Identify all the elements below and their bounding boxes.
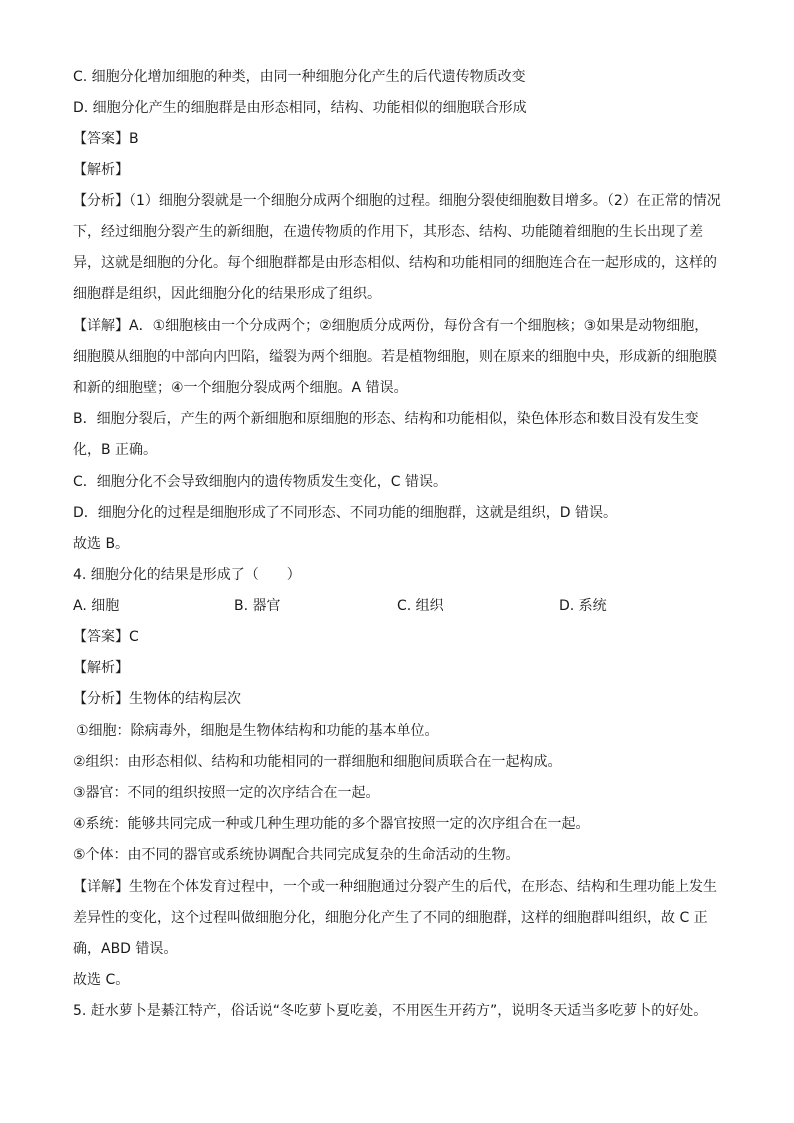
option-a-q4: A. 细胞 [73, 598, 120, 614]
answer-label-q4: 【答案】C [73, 629, 139, 645]
option-b-q4: B. 器官 [234, 598, 281, 614]
detail-text-q3: 【详解】A．①细胞核由一个分成两个；②细胞质分成两份，每份含有一个细胞核；③如果是动物细胞， [73, 318, 709, 334]
option-d-q4: D. 系统 [559, 598, 607, 614]
structure-level-tissue: ②组织：由形态相似、结构和功能相同的一群细胞和细胞间质联合在一起构成。 [73, 754, 562, 770]
detail-text-q4: 差异性的变化，这个过程叫做细胞分化，细胞分化产生了不同的细胞群，这样的细胞群叫组织，故 C 正 [73, 910, 708, 926]
option-d-q3: D. 细胞分化产生的细胞群是由形态相同，结构、功能相似的细胞联合形成 [73, 100, 527, 116]
analysis-heading-q3: 【解析】 [73, 162, 129, 178]
detail-text-q3: 化，B 正确。 [73, 442, 158, 458]
detail-text-q3: 和新的细胞壁；④一个细胞分裂成两个细胞。A 错误。 [73, 380, 408, 396]
conclusion-q3: 故选 B。 [73, 536, 130, 552]
question-4-stem: 4. 细胞分化的结果是形成了（ ） [73, 567, 301, 583]
analysis-text-q3: 细胞群是组织，因此细胞分化的结果形成了组织。 [73, 286, 381, 302]
detail-text-q3: D．细胞分化的过程是细胞形成了不同形态、不同功能的细胞群，这就是组织，D 错误。 [73, 505, 618, 521]
option-c-q4: C. 组织 [397, 598, 444, 614]
structure-level-system: ④系统：能够共同完成一种或几种生理功能的多个器官按照一定的次序组合在一起。 [73, 816, 590, 832]
detail-text-q4: 确，ABD 错误。 [73, 941, 178, 957]
answer-label-q3: 【答案】B [73, 131, 139, 147]
option-c-q3: C. 细胞分化增加细胞的种类，由同一种细胞分化产生的后代遗传物质改变 [73, 69, 526, 85]
conclusion-q4: 故选 C。 [73, 972, 130, 988]
detail-text-q3: B．细胞分裂后，产生的两个新细胞和原细胞的形态、结构和功能相似，染色体形态和数目没有发生变 [73, 411, 699, 427]
structure-level-cell: ①细胞：除病毒外，细胞是生物体结构和功能的基本单位。 [76, 723, 439, 739]
detail-text-q3: C．细胞分化不会导致细胞内的遗传物质发生变化，C 错误。 [73, 474, 447, 490]
analysis-text-q3: 【分析】（1）细胞分裂就是一个细胞分成两个细胞的过程。细胞分裂使细胞数目增多。（2）在正常的情况 [73, 193, 721, 209]
detail-text-q4: 【详解】生物在个体发育过程中，一个或一种细胞通过分裂产生的后代，在形态、结构和生理功能上发生 [73, 879, 717, 895]
analysis-text-q3: 异，这就是细胞的分化。每个细胞群都是由形态相似、结构和功能相同的细胞连合在一起形成的，这样的 [73, 255, 717, 271]
analysis-text-q4: 【分析】生物体的结构层次 [73, 691, 241, 707]
analysis-heading-q4: 【解析】 [73, 660, 129, 676]
analysis-text-q3: 下，经过细胞分裂产生的新细胞，在遗传物质的作用下，其形态、结构、功能随着细胞的生长出现了差 [73, 224, 703, 240]
structure-level-organ: ③器官：不同的组织按照一定的次序结合在一起。 [73, 785, 380, 801]
question-5-stem: 5. 赶水萝卜是綦江特产，俗话说“冬吃萝卜夏吃姜，不用医生开药方”，说明冬天适当多吃萝卜的好处。 [73, 1003, 708, 1019]
detail-text-q3: 细胞膜从细胞的中部向内凹陷，缢裂为两个细胞。若是植物细胞，则在原来的细胞中央，形成新的细胞膜 [73, 349, 717, 365]
structure-level-individual: ⑤个体：由不同的器官或系统协调配合共同完成复杂的生命活动的生物。 [73, 847, 520, 863]
